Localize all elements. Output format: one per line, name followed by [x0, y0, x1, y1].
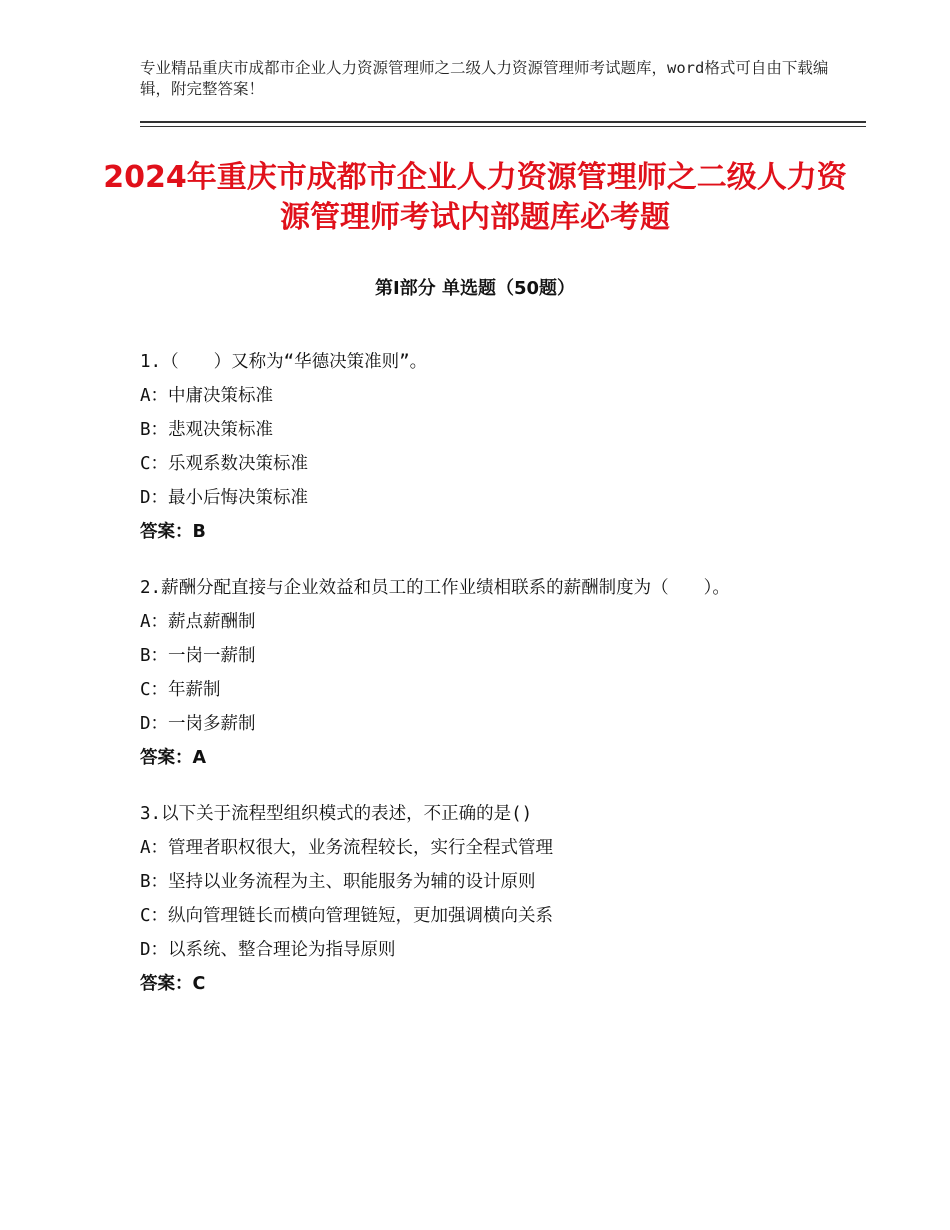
question-2	[140, 571, 830, 775]
question-1	[140, 345, 830, 549]
option-a: A：中庸决策标准	[140, 386, 274, 406]
header-rule-thick	[140, 121, 866, 123]
question-stem: 3.以下关于流程型组织模式的表述，不正确的是()	[140, 804, 533, 824]
question-3	[140, 797, 830, 1001]
option-c: C：年薪制	[140, 680, 221, 700]
document-title: 2024年重庆市成都市企业人力资源管理师之二级人力资源管理师考试内部题库必考题	[103, 160, 847, 235]
option-d: D：一岗多薪制	[140, 714, 256, 734]
option-a: A：薪点薪酬制	[140, 612, 256, 632]
option-b: B：坚持以业务流程为主、职能服务为辅的设计原则	[140, 872, 536, 892]
option-c: C：纵向管理链长而横向管理链短，更加强调横向关系	[140, 906, 554, 926]
option-d: D：以系统、整合理论为指导原则	[140, 940, 396, 960]
option-c: C：乐观系数决策标准	[140, 454, 309, 474]
question-list	[140, 345, 830, 1023]
answer: 答案：B	[140, 522, 206, 542]
section-title: 第Ⅰ部分 单选题（50题）	[374, 278, 575, 299]
answer: 答案：A	[140, 748, 207, 768]
header-rule-thin	[140, 126, 866, 127]
option-a: A：管理者职权很大，业务流程较长，实行全程式管理	[140, 838, 554, 858]
option-b: B：悲观决策标准	[140, 420, 274, 440]
option-b: B：一岗一薪制	[140, 646, 256, 666]
option-d: D：最小后悔决策标准	[140, 488, 309, 508]
header-note: 专业精品重庆市成都市企业人力资源管理师之二级人力资源管理师考试题库，word格式可自由下载编辑，附完整答案！	[140, 59, 829, 98]
question-stem: 1.（ ）又称为“华德决策准则”。	[140, 352, 428, 372]
answer: 答案：C	[140, 974, 206, 994]
question-stem: 2.薪酬分配直接与企业效益和员工的工作业绩相联系的薪酬制度为（ ）。	[140, 578, 730, 598]
